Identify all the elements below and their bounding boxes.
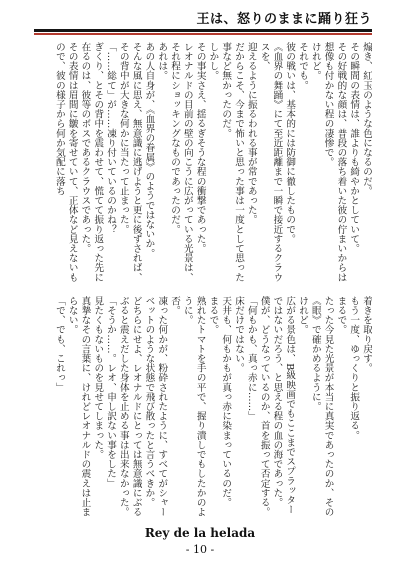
header-rule-black [34,29,372,32]
paragraph: 天井も、何もかもが真っ赤に染まっているのだ。 [220,296,232,508]
paragraph: 床だけではない。 [233,296,245,373]
paragraph: あの人自身が、《血界の眷属》のようではないか。 [143,42,155,258]
paragraph: しかし。 [207,42,219,81]
paragraph: どちらにせよ、レオナルドにとっては無意識にぶるぶると震えだした身体を止める事は出来なかった。 [117,296,142,517]
page-number: - 10 - [185,543,215,556]
paragraph: その好戦的な顔は、普段の落ち着いた彼の佇まいからは想像も付かない程の凄惨で。 [322,42,347,282]
paragraph: 「そうか……。レオ、申し訳ない事をした」 [105,296,117,488]
paragraph: それでも。 [297,42,309,90]
text-block-top [34,42,372,284]
paragraph: 「で、でも、これっ」 [53,296,65,392]
paragraph: 《血界の舞踊》にて至近距離まで一瞬で接近するクラウスを、 [258,42,283,282]
paragraph: だからこそ、今まで怖いと思った事は一度として思った事など無かったのだ。 [220,42,245,282]
header-rule-red [34,33,372,35]
paragraph: 凍った何かが、粉砕されたように、すべてがシャーベットのような状態で飛び散ったと言うべきか。 [143,296,168,517]
paragraph: 「……総て」が……凍り付いているのかね？ [105,42,117,234]
paragraph: 煽き、紅玉のような色になるのだ。 [361,42,372,196]
paragraph: その事実さえ、揺るぎそうな程の衝撃であった。 [194,42,206,254]
paragraph: そんな風に思え、無意識に逃げようと更に後ずされば、その背中が大きな何かに当たって止まった。 [117,42,142,282]
paragraph: その表情は眉間に皺を寄せていて、正体など見えないもので、彼の様子から何か気配に落ち [53,42,78,282]
paragraph: 「何もかも、真っ赤に……」 [245,296,257,421]
running-title: 王は、怒りのままに踊り狂う [196,12,372,27]
paragraph: ぎくり、とその背中を震わせて、慌てて振り返った先に在るのは、彼等のボスであるクラウスであった。 [79,42,104,282]
paragraph: けれど。 [309,42,321,81]
paragraph: 見たくもないものを見せてしまった。 [92,296,104,460]
paragraph: まるで。 [207,296,219,335]
paragraph: 熟れたトマトを手の平で、握り潰しでもしたかのように。 [181,296,206,517]
paragraph: 彼の戦いは、基本的には防御に徹したもので。 [284,42,296,244]
paragraph: 真摯なその言葉に、けれどレオナルドの震えは止まらない。 [66,296,91,517]
paragraph: けれど。 [297,296,309,335]
paragraph: もう一度、ゆっくりと振り返る。 [348,296,360,440]
paragraph: その瞬間の表情は、誰よりも綺やかとしていて。 [348,42,360,254]
paragraph: まるで。 [335,296,347,335]
paragraph: 着きを取り戻す。 [361,296,372,373]
paragraph: たった今見た光景が本当に真実であったのか、その《眼》で確かめるように。 [309,296,334,517]
text-block-bottom [34,296,372,518]
paragraph: 否。 [169,296,181,316]
paragraph: 広がる景色は、B級映画でもここまでスプラッターではないだろう、と思える程の血の海であった。 [271,296,296,515]
paragraph: 僕が、どうなっているのか、首を振って否定する。 [258,296,270,517]
paragraph: 迎えるように振るわれる事が常であった。 [245,42,257,225]
book-title: Rey de la helada [144,526,256,540]
paragraph: あれは。 [156,42,168,81]
paragraph: レオナルドの目前の壁の向こうに広がっている光景は、それ程にショッキングなものであったのだ。 [169,42,193,282]
